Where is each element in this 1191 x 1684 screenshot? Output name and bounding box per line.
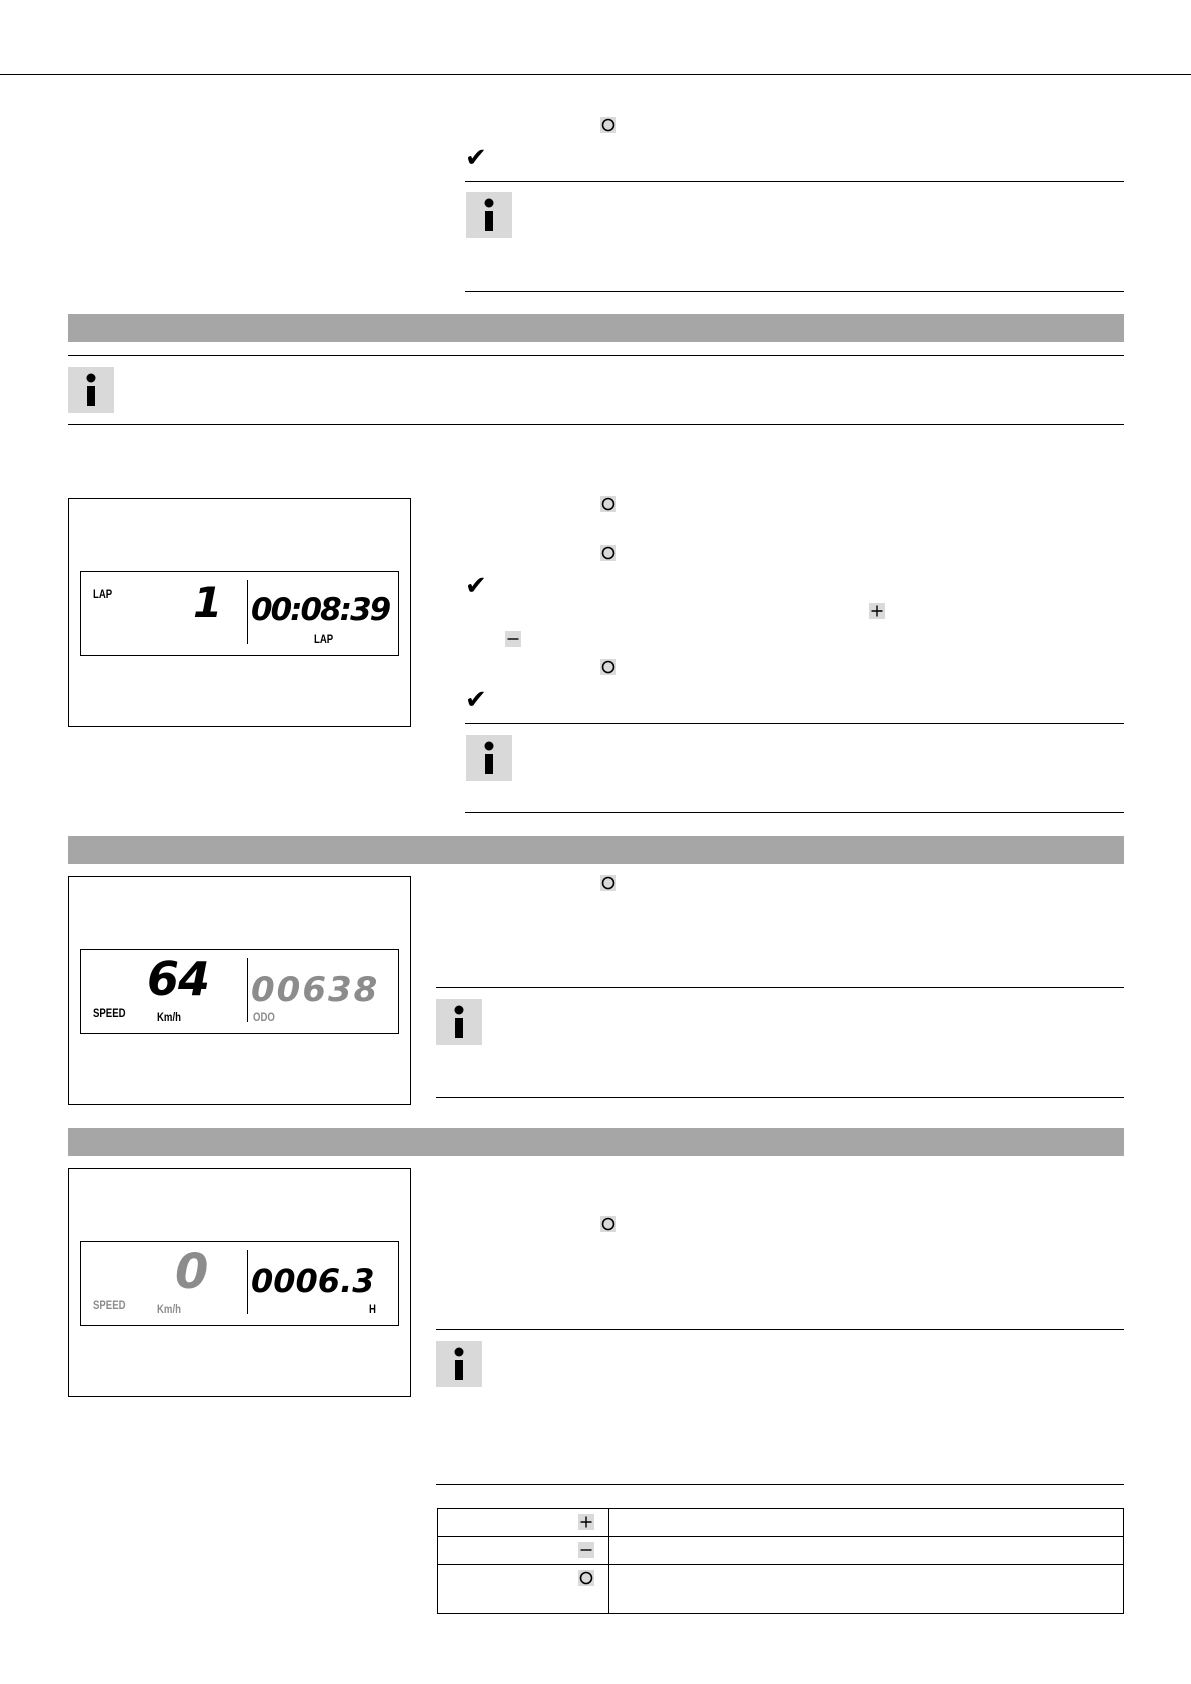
note-rule-top bbox=[436, 987, 1124, 988]
lcd-divider bbox=[247, 958, 248, 1022]
circle-button-icon bbox=[600, 875, 616, 891]
plus-button-icon bbox=[578, 1514, 594, 1530]
lcd-right-label: H bbox=[369, 1302, 376, 1316]
circle-button-icon bbox=[600, 496, 616, 512]
lcd-divider bbox=[247, 1250, 248, 1314]
lcd-left-unit: Km/h bbox=[157, 1302, 181, 1316]
info-icon bbox=[436, 999, 482, 1045]
description-cell bbox=[609, 1537, 1124, 1565]
lap-display-figure bbox=[68, 498, 411, 727]
key-cell bbox=[438, 1537, 609, 1565]
lcd-divider bbox=[247, 580, 248, 644]
lcd-left-value: 1 bbox=[193, 578, 222, 627]
lcd-left-unit: Km/h bbox=[157, 1010, 181, 1024]
circle-button-icon bbox=[600, 545, 616, 561]
section-header-bar bbox=[68, 1128, 1124, 1156]
lcd-left-label: LAP bbox=[93, 587, 113, 601]
minus-button-icon bbox=[578, 1542, 594, 1558]
note-rule-top bbox=[465, 181, 1124, 182]
info-icon bbox=[436, 1341, 482, 1387]
hours-display-figure bbox=[68, 1168, 411, 1397]
lcd-left-value: 0 bbox=[175, 1244, 208, 1300]
checkmark-icon: ✔ bbox=[465, 571, 487, 601]
description-cell bbox=[609, 1509, 1124, 1537]
lcd-right-value: 0006.3 bbox=[251, 1262, 375, 1300]
lcd-right-label: LAP bbox=[314, 632, 334, 646]
note-rule-bottom bbox=[436, 1484, 1124, 1485]
key-cell bbox=[438, 1509, 609, 1537]
lcd-right-label: ODO bbox=[253, 1010, 275, 1024]
lcd-left-label: SPEED bbox=[93, 1298, 126, 1312]
lcd-left-value: 64 bbox=[147, 952, 210, 1006]
info-icon bbox=[68, 367, 114, 413]
table-row bbox=[438, 1509, 1124, 1537]
circle-button-icon bbox=[600, 117, 616, 133]
minus-button-icon bbox=[505, 631, 521, 647]
note-rule-top bbox=[68, 355, 1124, 356]
lcd-right-value: 00:08:39 bbox=[251, 592, 390, 628]
odo-display-figure bbox=[68, 876, 411, 1105]
info-icon bbox=[466, 735, 512, 781]
checkmark-icon: ✔ bbox=[465, 685, 487, 715]
table-row bbox=[438, 1537, 1124, 1565]
circle-button-icon bbox=[600, 659, 616, 675]
info-icon bbox=[466, 192, 512, 238]
circle-button-icon bbox=[600, 1216, 616, 1232]
circle-button-icon bbox=[578, 1570, 594, 1586]
note-rule-bottom bbox=[68, 424, 1124, 425]
section-header-bar bbox=[68, 314, 1124, 342]
header-rule bbox=[0, 74, 1191, 75]
note-rule-top bbox=[436, 1329, 1124, 1330]
key-cell bbox=[438, 1565, 609, 1614]
lcd-right-value: 00638 bbox=[251, 970, 380, 1010]
checkmark-icon: ✔ bbox=[465, 143, 487, 173]
plus-button-icon bbox=[869, 603, 885, 619]
lcd-left-label: SPEED bbox=[93, 1006, 126, 1020]
table-row bbox=[438, 1565, 1124, 1614]
note-rule-top bbox=[465, 723, 1124, 724]
button-legend-table bbox=[437, 1508, 1124, 1614]
lcd-screen bbox=[80, 1241, 399, 1326]
note-rule-bottom bbox=[436, 1097, 1124, 1098]
description-cell bbox=[609, 1565, 1124, 1614]
section-header-bar bbox=[68, 836, 1124, 864]
note-rule-bottom bbox=[465, 812, 1124, 813]
lcd-screen bbox=[80, 571, 399, 656]
note-rule-bottom bbox=[465, 291, 1124, 292]
lcd-screen bbox=[80, 949, 399, 1034]
